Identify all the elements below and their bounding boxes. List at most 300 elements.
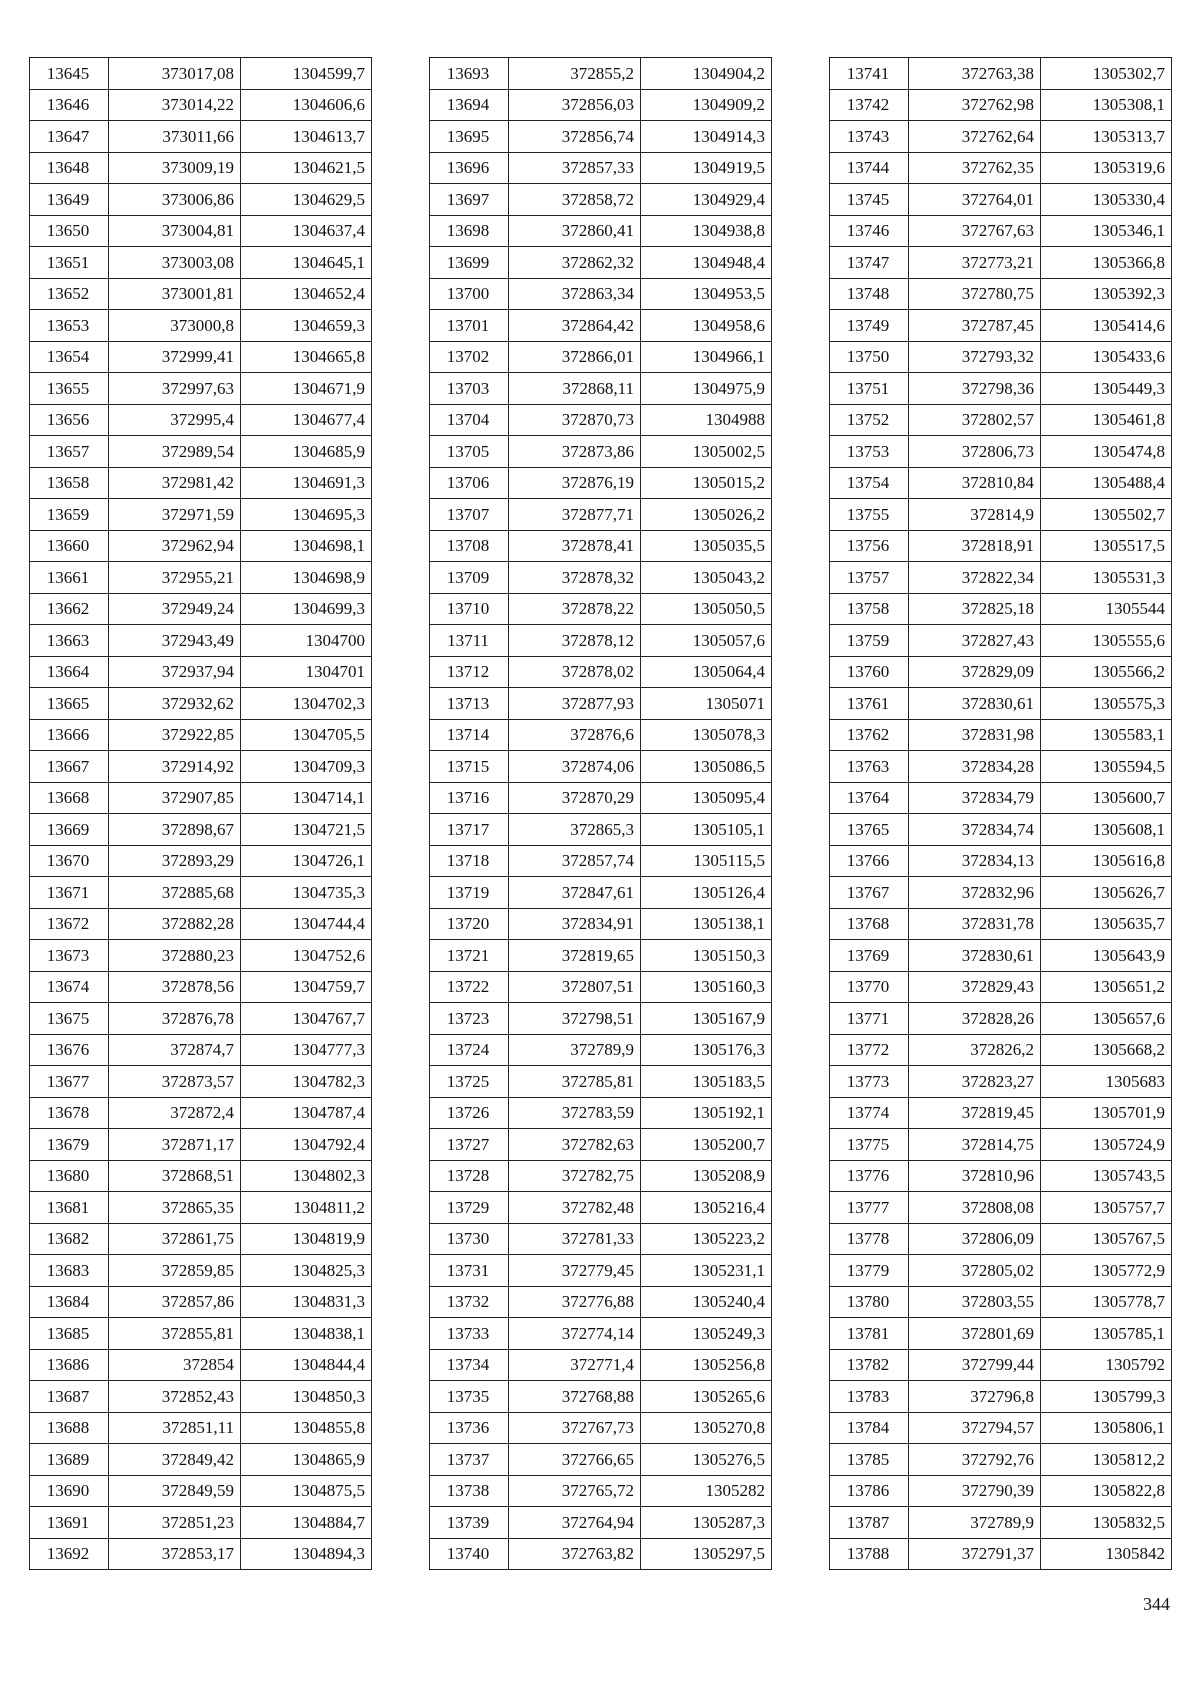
table-row [430,656,772,688]
y-coordinate-cell: 1305743,5 [1041,1160,1172,1192]
table-row [30,310,372,342]
x-coordinate-cell: 372762,35 [909,152,1041,184]
y-coordinate-cell: 1305683 [1041,1066,1172,1098]
y-coordinate-cell: 1304652,4 [241,278,372,310]
point-number-cell: 13670 [30,845,109,877]
point-number-cell: 13658 [30,467,109,499]
x-coordinate-cell: 372859,85 [109,1255,241,1287]
point-number-cell: 13725 [430,1066,509,1098]
y-coordinate-cell: 1305392,3 [1041,278,1172,310]
point-number-cell: 13649 [30,184,109,216]
table-row [430,1129,772,1161]
x-coordinate-cell: 372829,09 [909,656,1041,688]
y-coordinate-cell: 1304637,4 [241,215,372,247]
y-coordinate-cell: 1305566,2 [1041,656,1172,688]
table-row [830,467,1172,499]
x-coordinate-cell: 372878,41 [509,530,641,562]
x-coordinate-cell: 372771,4 [509,1349,641,1381]
x-coordinate-cell: 372828,26 [909,1003,1041,1035]
y-coordinate-cell: 1305812,2 [1041,1444,1172,1476]
table-row [430,751,772,783]
point-number-cell: 13726 [430,1097,509,1129]
point-number-cell: 13774 [830,1097,909,1129]
point-number-cell: 13769 [830,940,909,972]
y-coordinate-cell: 1304671,9 [241,373,372,405]
point-number-cell: 13652 [30,278,109,310]
x-coordinate-cell: 372782,48 [509,1192,641,1224]
table-row [430,782,772,814]
x-coordinate-cell: 372827,43 [909,625,1041,657]
point-number-cell: 13677 [30,1066,109,1098]
x-coordinate-cell: 372877,93 [509,688,641,720]
table-row [830,940,1172,972]
y-coordinate-cell: 1305832,5 [1041,1507,1172,1539]
y-coordinate-cell: 1304744,4 [241,908,372,940]
table-row [830,845,1172,877]
x-coordinate-cell: 372762,64 [909,121,1041,153]
x-coordinate-cell: 372793,32 [909,341,1041,373]
point-number-cell: 13661 [30,562,109,594]
x-coordinate-cell: 372834,91 [509,908,641,940]
y-coordinate-cell: 1305502,7 [1041,499,1172,531]
point-number-cell: 13730 [430,1223,509,1255]
y-coordinate-cell: 1305078,3 [641,719,772,751]
y-coordinate-cell: 1305167,9 [641,1003,772,1035]
point-number-cell: 13723 [430,1003,509,1035]
table-row [830,121,1172,153]
table-row [830,877,1172,909]
point-number-cell: 13783 [830,1381,909,1413]
y-coordinate-cell: 1305600,7 [1041,782,1172,814]
table-row [30,1066,372,1098]
x-coordinate-cell: 372768,88 [509,1381,641,1413]
point-number-cell: 13747 [830,247,909,279]
x-coordinate-cell: 372825,18 [909,593,1041,625]
y-coordinate-cell: 1305616,8 [1041,845,1172,877]
y-coordinate-cell: 1304802,3 [241,1160,372,1192]
x-coordinate-cell: 372893,29 [109,845,241,877]
point-number-cell: 13682 [30,1223,109,1255]
point-number-cell: 13705 [430,436,509,468]
x-coordinate-cell: 372834,79 [909,782,1041,814]
x-coordinate-cell: 372776,88 [509,1286,641,1318]
x-coordinate-cell: 372878,56 [109,971,241,1003]
table-row [830,1003,1172,1035]
table-row [30,877,372,909]
y-coordinate-cell: 1304884,7 [241,1507,372,1539]
x-coordinate-cell: 372857,33 [509,152,641,184]
table-row [830,373,1172,405]
y-coordinate-cell: 1305050,5 [641,593,772,625]
y-coordinate-cell: 1304850,3 [241,1381,372,1413]
y-coordinate-cell: 1305095,4 [641,782,772,814]
point-number-cell: 13716 [430,782,509,814]
point-number-cell: 13758 [830,593,909,625]
table-row [30,247,372,279]
y-coordinate-cell: 1305126,4 [641,877,772,909]
x-coordinate-cell: 372798,51 [509,1003,641,1035]
point-number-cell: 13664 [30,656,109,688]
y-coordinate-cell: 1305461,8 [1041,404,1172,436]
table-row [430,373,772,405]
x-coordinate-cell: 372856,03 [509,89,641,121]
y-coordinate-cell: 1305256,8 [641,1349,772,1381]
x-coordinate-cell: 372955,21 [109,562,241,594]
point-number-cell: 13782 [830,1349,909,1381]
x-coordinate-cell: 372787,45 [909,310,1041,342]
x-coordinate-cell: 372856,74 [509,121,641,153]
x-coordinate-cell: 372981,42 [109,467,241,499]
x-coordinate-cell: 372799,44 [909,1349,1041,1381]
y-coordinate-cell: 1304759,7 [241,971,372,1003]
table-row [30,971,372,1003]
table-row [30,1507,372,1539]
x-coordinate-cell: 372785,81 [509,1066,641,1098]
x-coordinate-cell: 372874,7 [109,1034,241,1066]
point-number-cell: 13653 [30,310,109,342]
table-row [30,656,372,688]
point-number-cell: 13764 [830,782,909,814]
point-number-cell: 13647 [30,121,109,153]
y-coordinate-cell: 1305308,1 [1041,89,1172,121]
y-coordinate-cell: 1305792 [1041,1349,1172,1381]
table-row [30,1475,372,1507]
y-coordinate-cell: 1304875,5 [241,1475,372,1507]
y-coordinate-cell: 1304914,3 [641,121,772,153]
x-coordinate-cell: 372999,41 [109,341,241,373]
point-number-cell: 13761 [830,688,909,720]
table-row [30,1381,372,1413]
table-row [30,184,372,216]
point-number-cell: 13718 [430,845,509,877]
y-coordinate-cell: 1304975,9 [641,373,772,405]
table-row [430,971,772,1003]
point-number-cell: 13700 [430,278,509,310]
table-row [430,1034,772,1066]
table-row [830,499,1172,531]
table-row [430,1318,772,1350]
y-coordinate-cell: 1305555,6 [1041,625,1172,657]
x-coordinate-cell: 372860,41 [509,215,641,247]
x-coordinate-cell: 372849,59 [109,1475,241,1507]
y-coordinate-cell: 1304909,2 [641,89,772,121]
x-coordinate-cell: 372876,6 [509,719,641,751]
point-number-cell: 13780 [830,1286,909,1318]
x-coordinate-cell: 372779,45 [509,1255,641,1287]
y-coordinate-cell: 1305651,2 [1041,971,1172,1003]
point-number-cell: 13709 [430,562,509,594]
table-row [30,215,372,247]
table-row [30,89,372,121]
x-coordinate-cell: 372819,65 [509,940,641,972]
table-row [430,499,772,531]
point-number-cell: 13651 [30,247,109,279]
y-coordinate-cell: 1305414,6 [1041,310,1172,342]
point-number-cell: 13666 [30,719,109,751]
point-number-cell: 13738 [430,1475,509,1507]
table-row [830,656,1172,688]
point-number-cell: 13749 [830,310,909,342]
x-coordinate-cell: 372789,9 [509,1034,641,1066]
y-coordinate-cell: 1305822,8 [1041,1475,1172,1507]
coordinates-table-1 [29,57,372,1570]
x-coordinate-cell: 372803,55 [909,1286,1041,1318]
x-coordinate-cell: 372852,43 [109,1381,241,1413]
y-coordinate-cell: 1304953,5 [641,278,772,310]
y-coordinate-cell: 1304787,4 [241,1097,372,1129]
table-row [30,1003,372,1035]
table-row [30,562,372,594]
y-coordinate-cell: 1305701,9 [1041,1097,1172,1129]
table-row [30,436,372,468]
y-coordinate-cell: 1304709,3 [241,751,372,783]
point-number-cell: 13691 [30,1507,109,1539]
table-row [430,593,772,625]
table-row [830,1034,1172,1066]
table-row [30,1318,372,1350]
y-coordinate-cell: 1304726,1 [241,845,372,877]
y-coordinate-cell: 1304855,8 [241,1412,372,1444]
x-coordinate-cell: 372808,08 [909,1192,1041,1224]
x-coordinate-cell: 372858,72 [509,184,641,216]
y-coordinate-cell: 1304685,9 [241,436,372,468]
table-row [830,1255,1172,1287]
x-coordinate-cell: 372880,23 [109,940,241,972]
x-coordinate-cell: 372907,85 [109,782,241,814]
point-number-cell: 13713 [430,688,509,720]
point-number-cell: 13727 [430,1129,509,1161]
table-row [30,1160,372,1192]
point-number-cell: 13759 [830,625,909,657]
x-coordinate-cell: 372814,75 [909,1129,1041,1161]
point-number-cell: 13695 [430,121,509,153]
table-row [30,719,372,751]
table-row [830,1223,1172,1255]
y-coordinate-cell: 1305192,1 [641,1097,772,1129]
table-row [30,625,372,657]
x-coordinate-cell: 372781,33 [509,1223,641,1255]
y-coordinate-cell: 1305270,8 [641,1412,772,1444]
point-number-cell: 13768 [830,908,909,940]
table-row [30,278,372,310]
y-coordinate-cell: 1304699,3 [241,593,372,625]
point-number-cell: 13681 [30,1192,109,1224]
point-number-cell: 13763 [830,751,909,783]
x-coordinate-cell: 372866,01 [509,341,641,373]
point-number-cell: 13753 [830,436,909,468]
x-coordinate-cell: 372943,49 [109,625,241,657]
y-coordinate-cell: 1305842 [1041,1538,1172,1570]
point-number-cell: 13706 [430,467,509,499]
table-row [430,152,772,184]
point-number-cell: 13646 [30,89,109,121]
y-coordinate-cell: 1305208,9 [641,1160,772,1192]
point-number-cell: 13777 [830,1192,909,1224]
x-coordinate-cell: 372834,74 [909,814,1041,846]
point-number-cell: 13663 [30,625,109,657]
table-row [830,58,1172,90]
y-coordinate-cell: 1305449,3 [1041,373,1172,405]
table-row [830,782,1172,814]
y-coordinate-cell: 1304838,1 [241,1318,372,1350]
y-coordinate-cell: 1305231,1 [641,1255,772,1287]
x-coordinate-cell: 372806,09 [909,1223,1041,1255]
x-coordinate-cell: 372876,78 [109,1003,241,1035]
x-coordinate-cell: 372878,22 [509,593,641,625]
x-coordinate-cell: 372878,12 [509,625,641,657]
x-coordinate-cell: 372764,94 [509,1507,641,1539]
x-coordinate-cell: 372872,4 [109,1097,241,1129]
x-coordinate-cell: 372826,2 [909,1034,1041,1066]
table-row [430,1192,772,1224]
point-number-cell: 13785 [830,1444,909,1476]
table-row [30,1412,372,1444]
point-number-cell: 13760 [830,656,909,688]
x-coordinate-cell: 372962,94 [109,530,241,562]
x-coordinate-cell: 372865,3 [509,814,641,846]
y-coordinate-cell: 1305608,1 [1041,814,1172,846]
x-coordinate-cell: 372807,51 [509,971,641,1003]
x-coordinate-cell: 372806,73 [909,436,1041,468]
y-coordinate-cell: 1305223,2 [641,1223,772,1255]
x-coordinate-cell: 372870,29 [509,782,641,814]
y-coordinate-cell: 1305366,8 [1041,247,1172,279]
point-number-cell: 13736 [430,1412,509,1444]
x-coordinate-cell: 372767,63 [909,215,1041,247]
y-coordinate-cell: 1304929,4 [641,184,772,216]
y-coordinate-cell: 1304613,7 [241,121,372,153]
point-number-cell: 13754 [830,467,909,499]
x-coordinate-cell: 372830,61 [909,940,1041,972]
x-coordinate-cell: 372847,61 [509,877,641,909]
y-coordinate-cell: 1304665,8 [241,341,372,373]
point-number-cell: 13733 [430,1318,509,1350]
table-row [430,625,772,657]
point-number-cell: 13721 [430,940,509,972]
table-row [430,908,772,940]
point-number-cell: 13702 [430,341,509,373]
x-coordinate-cell: 372798,36 [909,373,1041,405]
table-row [430,1349,772,1381]
x-coordinate-cell: 372877,71 [509,499,641,531]
point-number-cell: 13687 [30,1381,109,1413]
point-number-cell: 13671 [30,877,109,909]
y-coordinate-cell: 1304698,1 [241,530,372,562]
y-coordinate-cell: 1305799,3 [1041,1381,1172,1413]
table-row [430,58,772,90]
y-coordinate-cell: 1305724,9 [1041,1129,1172,1161]
point-number-cell: 13674 [30,971,109,1003]
table-row [830,719,1172,751]
y-coordinate-cell: 1304645,1 [241,247,372,279]
point-number-cell: 13683 [30,1255,109,1287]
table-row [30,1129,372,1161]
x-coordinate-cell: 372849,42 [109,1444,241,1476]
y-coordinate-cell: 1304938,8 [641,215,772,247]
x-coordinate-cell: 372805,02 [909,1255,1041,1287]
y-coordinate-cell: 1305433,6 [1041,341,1172,373]
point-number-cell: 13669 [30,814,109,846]
x-coordinate-cell: 372831,98 [909,719,1041,751]
point-number-cell: 13645 [30,58,109,90]
table-row [830,1444,1172,1476]
y-coordinate-cell: 1304695,3 [241,499,372,531]
table-row [830,310,1172,342]
table-row [30,1255,372,1287]
x-coordinate-cell: 372823,27 [909,1066,1041,1098]
point-number-cell: 13788 [830,1538,909,1570]
x-coordinate-cell: 372810,84 [909,467,1041,499]
y-coordinate-cell: 1305488,4 [1041,467,1172,499]
x-coordinate-cell: 372865,35 [109,1192,241,1224]
table-row [430,1444,772,1476]
table-row [430,404,772,436]
x-coordinate-cell: 372780,75 [909,278,1041,310]
point-number-cell: 13676 [30,1034,109,1066]
table-row [430,530,772,562]
x-coordinate-cell: 372792,76 [909,1444,1041,1476]
x-coordinate-cell: 372864,42 [509,310,641,342]
point-number-cell: 13776 [830,1160,909,1192]
y-coordinate-cell: 1304988 [641,404,772,436]
x-coordinate-cell: 372851,11 [109,1412,241,1444]
point-number-cell: 13766 [830,845,909,877]
table-row [830,1507,1172,1539]
point-number-cell: 13657 [30,436,109,468]
x-coordinate-cell: 372774,14 [509,1318,641,1350]
point-number-cell: 13680 [30,1160,109,1192]
table-row [30,373,372,405]
point-number-cell: 13668 [30,782,109,814]
y-coordinate-cell: 1304844,4 [241,1349,372,1381]
table-row [830,1381,1172,1413]
x-coordinate-cell: 372773,21 [909,247,1041,279]
table-row [830,688,1172,720]
page-number: 344 [1143,1594,1170,1614]
y-coordinate-cell: 1305346,1 [1041,215,1172,247]
table-row [430,940,772,972]
point-number-cell: 13694 [430,89,509,121]
y-coordinate-cell: 1304904,2 [641,58,772,90]
table-row [30,499,372,531]
point-number-cell: 13744 [830,152,909,184]
y-coordinate-cell: 1305302,7 [1041,58,1172,90]
point-number-cell: 13765 [830,814,909,846]
point-number-cell: 13660 [30,530,109,562]
x-coordinate-cell: 373014,22 [109,89,241,121]
x-coordinate-cell: 372782,75 [509,1160,641,1192]
x-coordinate-cell: 372868,51 [109,1160,241,1192]
table-row [30,814,372,846]
y-coordinate-cell: 1304621,5 [241,152,372,184]
y-coordinate-cell: 1305319,6 [1041,152,1172,184]
y-coordinate-cell: 1305594,5 [1041,751,1172,783]
x-coordinate-cell: 372763,82 [509,1538,641,1570]
point-number-cell: 13675 [30,1003,109,1035]
x-coordinate-cell: 372782,63 [509,1129,641,1161]
x-coordinate-cell: 372873,86 [509,436,641,468]
table-row [430,688,772,720]
point-number-cell: 13771 [830,1003,909,1035]
x-coordinate-cell: 372796,8 [909,1381,1041,1413]
y-coordinate-cell: 1304677,4 [241,404,372,436]
x-coordinate-cell: 372885,68 [109,877,241,909]
point-number-cell: 13787 [830,1507,909,1539]
point-number-cell: 13770 [830,971,909,1003]
y-coordinate-cell: 1305035,5 [641,530,772,562]
y-coordinate-cell: 1305015,2 [641,467,772,499]
y-coordinate-cell: 1305583,1 [1041,719,1172,751]
